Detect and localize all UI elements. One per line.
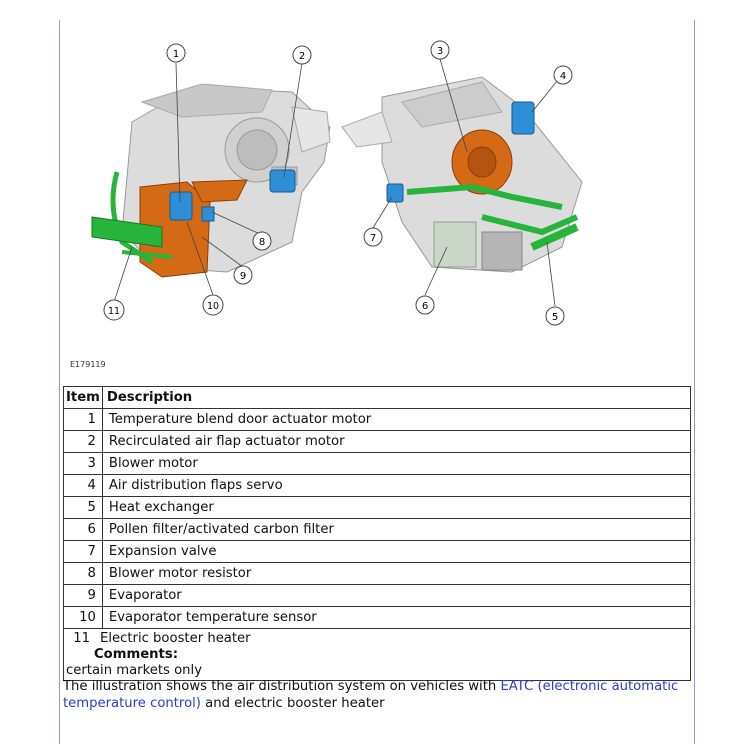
table-header-row	[64, 387, 691, 409]
item-description: Expansion valve	[102, 541, 690, 563]
table-row	[64, 453, 691, 475]
item-description: Recirculated air flap actuator motor	[102, 431, 690, 453]
item-number: 2	[64, 431, 103, 453]
item-description: Blower motor resistor	[102, 563, 690, 585]
callout-3-label: 3	[436, 46, 444, 57]
item-description: Pollen filter/activated carbon filter	[102, 519, 690, 541]
page-border-right	[694, 20, 695, 744]
item-description: Evaporator temperature sensor	[102, 607, 690, 629]
table-row	[64, 563, 691, 585]
item-number: 6	[64, 519, 103, 541]
figure-caption	[63, 678, 691, 712]
table-row	[64, 475, 691, 497]
item-description: Temperature blend door actuator motor	[102, 409, 690, 431]
hvac-illustration	[62, 32, 690, 362]
callout-7	[364, 228, 382, 246]
item-number: 5	[64, 497, 103, 519]
callout-8-label: 8	[258, 237, 266, 248]
item-description: Electric booster heater	[100, 631, 251, 646]
callout-6-label: 6	[421, 301, 429, 312]
callout-2-label: 2	[298, 51, 306, 62]
item-description: Air distribution flaps servo	[102, 475, 690, 497]
callout-5	[546, 307, 564, 325]
comments-label: Comments:	[94, 647, 178, 662]
eatc-link[interactable]: EATC (electronic automatic temperature control)	[63, 679, 679, 711]
table-row-last	[64, 629, 691, 681]
item-number: 1	[64, 409, 103, 431]
item-number: 9	[64, 585, 103, 607]
callout-1	[167, 44, 185, 62]
callout-3	[431, 41, 449, 59]
item-number: 7	[64, 541, 103, 563]
callout-6	[416, 296, 434, 314]
item-number: 3	[64, 453, 103, 475]
item-11-cell	[64, 629, 691, 681]
table-row	[64, 585, 691, 607]
callout-4	[554, 66, 572, 84]
item-number: 11	[73, 631, 90, 646]
figure-id: E179119	[70, 360, 106, 369]
comments-text: certain markets only	[66, 663, 203, 678]
table-row	[64, 431, 691, 453]
callout-11-label: 11	[107, 306, 121, 317]
callout-10	[203, 295, 223, 315]
callout-11	[104, 300, 124, 320]
table-row	[64, 607, 691, 629]
table-row	[64, 541, 691, 563]
callout-2	[293, 46, 311, 64]
callout-9	[234, 266, 252, 284]
table-row	[64, 409, 691, 431]
item-description: Evaporator	[102, 585, 690, 607]
callout-1-label: 1	[172, 49, 180, 60]
item-number: 4	[64, 475, 103, 497]
callout-10-label: 10	[206, 301, 220, 312]
item-number: 10	[64, 607, 103, 629]
item-description: Blower motor	[102, 453, 690, 475]
hvac-illustration-svg	[62, 32, 690, 362]
callout-9-label: 9	[239, 271, 247, 282]
header-description: Description	[102, 387, 690, 409]
item-description: Heat exchanger	[102, 497, 690, 519]
caption-text-end: and electric booster heater	[200, 696, 385, 711]
item-table	[63, 386, 691, 681]
item-number: 8	[64, 563, 103, 585]
table-row	[64, 497, 691, 519]
callout-4-label: 4	[559, 71, 567, 82]
callout-7-label: 7	[369, 233, 377, 244]
callout-8	[253, 232, 271, 250]
caption-text-start: The illustration shows the air distribution system on vehicles with	[63, 679, 501, 694]
callout-5-label: 5	[551, 312, 559, 323]
header-item: Item	[64, 387, 103, 409]
page-border-left	[59, 20, 60, 744]
table-row	[64, 519, 691, 541]
